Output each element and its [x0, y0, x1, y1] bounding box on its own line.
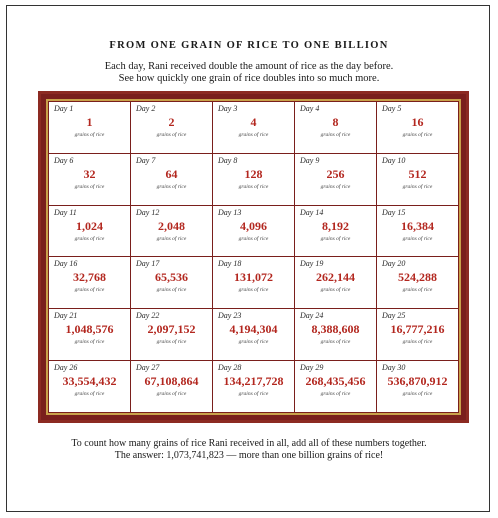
day-label: Day 30 [382, 363, 406, 373]
grains-unit-label: grains of rice [74, 287, 105, 294]
grains-unit-label: grains of rice [74, 235, 105, 242]
rice-table-frame [38, 91, 469, 423]
day-label: Day 5 [382, 104, 402, 113]
grains-unit-label: grains of rice [402, 287, 433, 294]
subtitle-line-1: Each day, Rani received double the amount of rice as the day before. [104, 61, 394, 72]
day-cell [49, 309, 130, 360]
day-cell [295, 102, 376, 153]
grain-count: 2,048 [158, 218, 185, 233]
grain-count: 2 [168, 115, 175, 129]
grains-unit-label: grains of rice [156, 391, 187, 398]
day-cell [49, 154, 130, 205]
footer-line-2: The answer: 1,073,741,823 — more than one billion grains of rice! [114, 450, 384, 461]
day-label: Day 14 [300, 207, 324, 217]
day-label: Day 29 [300, 363, 324, 373]
day-cell [131, 206, 212, 257]
grain-count: 536,870,912 [387, 374, 448, 389]
day-cell [49, 206, 130, 257]
grains-unit-label: grains of rice [402, 235, 433, 242]
grains-unit-label: grains of rice [320, 287, 351, 294]
grains-unit-label: grains of rice [320, 391, 351, 398]
day-label: Day 27 [136, 363, 160, 373]
day-label: Day 26 [54, 363, 78, 373]
subtitle [0, 61, 498, 85]
day-cell [377, 361, 458, 412]
day-cell [213, 309, 294, 360]
day-label: Day 3 [218, 104, 238, 113]
grains-unit-label: grains of rice [238, 391, 269, 398]
day-cell [213, 361, 294, 412]
day-label: Day 6 [54, 155, 74, 165]
grain-count: 8,192 [322, 218, 349, 233]
grains-unit-label: grains of rice [156, 339, 187, 346]
grains-unit-label: grains of rice [74, 391, 105, 398]
grain-count: 4,194,304 [229, 322, 278, 337]
grain-count: 65,536 [155, 270, 188, 285]
day-label: Day 23 [218, 311, 242, 321]
day-label: Day 8 [218, 155, 238, 165]
day-cell [131, 154, 212, 205]
day-cell [213, 102, 294, 153]
grains-unit-label: grains of rice [156, 132, 187, 138]
grains-unit-label: grains of rice [402, 339, 433, 346]
grains-unit-label: grains of rice [156, 183, 187, 190]
grains-unit-label: grains of rice [238, 339, 269, 346]
day-label: Day 11 [54, 207, 77, 217]
day-label: Day 10 [382, 155, 406, 165]
grain-count: 1,048,576 [65, 322, 114, 337]
day-cell [377, 206, 458, 257]
grains-unit-label: grains of rice [320, 339, 351, 346]
grain-count: 16 [411, 115, 424, 129]
grain-count: 524,288 [398, 270, 437, 285]
day-label: Day 13 [218, 207, 242, 217]
day-cell [377, 154, 458, 205]
grains-unit-label: grains of rice [156, 235, 187, 242]
grains-unit-label: grains of rice [402, 132, 433, 138]
day-label: Day 7 [136, 155, 156, 165]
grains-unit-label: grains of rice [402, 391, 433, 398]
grain-count: 64 [165, 166, 178, 181]
grains-unit-label: grains of rice [238, 287, 269, 294]
day-label: Day 22 [136, 311, 160, 321]
day-cell [49, 361, 130, 412]
grain-count: 268,435,456 [305, 374, 366, 389]
day-cell [49, 102, 130, 153]
day-cell [377, 257, 458, 308]
grains-unit-label: grains of rice [320, 235, 351, 242]
grains-unit-label: grains of rice [74, 132, 105, 138]
grain-count: 1,024 [76, 218, 103, 233]
grain-count: 33,554,432 [62, 374, 117, 389]
day-cell [295, 206, 376, 257]
day-label: Day 24 [300, 311, 324, 321]
grain-count: 262,144 [316, 270, 355, 285]
grain-count: 32 [83, 166, 96, 181]
day-cell [295, 257, 376, 308]
footer-note [0, 438, 498, 462]
grain-count: 8 [332, 115, 339, 129]
day-label: Day 1 [54, 104, 74, 113]
day-cell [213, 257, 294, 308]
grains-unit-label: grains of rice [156, 287, 187, 294]
day-cell [49, 257, 130, 308]
grain-count: 4 [250, 115, 257, 129]
grain-count: 32,768 [73, 270, 106, 285]
day-label: Day 16 [54, 259, 78, 269]
grains-unit-label: grains of rice [320, 183, 351, 190]
rice-doubling-table [48, 101, 459, 413]
grain-count: 4,096 [240, 218, 267, 233]
grain-count: 128 [244, 166, 263, 181]
day-cell [131, 309, 212, 360]
grain-count: 8,388,608 [311, 322, 360, 337]
day-label: Day 15 [382, 207, 406, 217]
day-label: Day 12 [136, 207, 160, 217]
page-title: FROM ONE GRAIN OF RICE TO ONE BILLION [109, 40, 389, 51]
day-cell [131, 257, 212, 308]
day-label: Day 9 [300, 155, 320, 165]
grain-count: 2,097,152 [147, 322, 196, 337]
grain-count: 134,217,728 [223, 374, 284, 389]
day-label: Day 19 [300, 259, 324, 269]
day-label: Day 28 [218, 363, 242, 373]
grain-count: 256 [326, 166, 345, 181]
day-cell [295, 361, 376, 412]
day-cell [377, 102, 458, 153]
grain-count: 131,072 [234, 270, 273, 285]
day-cell [213, 206, 294, 257]
grain-count: 67,108,864 [144, 374, 199, 389]
grains-unit-label: grains of rice [402, 183, 433, 190]
grain-count: 512 [408, 166, 427, 181]
day-cell [377, 309, 458, 360]
day-cell [131, 102, 212, 153]
day-label: Day 21 [54, 311, 78, 321]
rice-table-gold-border [46, 99, 461, 415]
day-cell [131, 361, 212, 412]
grain-count: 16,777,216 [390, 322, 445, 337]
day-label: Day 17 [136, 259, 160, 269]
grains-unit-label: grains of rice [74, 183, 105, 190]
day-label: Day 18 [218, 259, 242, 269]
grains-unit-label: grains of rice [238, 183, 269, 190]
grain-count: 1 [86, 115, 93, 129]
day-label: Day 20 [382, 259, 406, 269]
day-label: Day 2 [136, 104, 156, 113]
footer-line-1: To count how many grains of rice Rani received in all, add all of these numbers together. [71, 438, 427, 449]
grain-count: 16,384 [401, 218, 434, 233]
day-label: Day 25 [382, 311, 406, 321]
grains-unit-label: grains of rice [74, 339, 105, 346]
day-cell [295, 309, 376, 360]
grains-unit-label: grains of rice [320, 132, 351, 138]
day-cell [213, 154, 294, 205]
grains-unit-label: grains of rice [238, 235, 269, 242]
day-label: Day 4 [300, 104, 320, 113]
day-cell [295, 154, 376, 205]
grains-unit-label: grains of rice [238, 132, 269, 138]
subtitle-line-2: See how quickly one grain of rice doubles into so much more. [118, 73, 380, 84]
